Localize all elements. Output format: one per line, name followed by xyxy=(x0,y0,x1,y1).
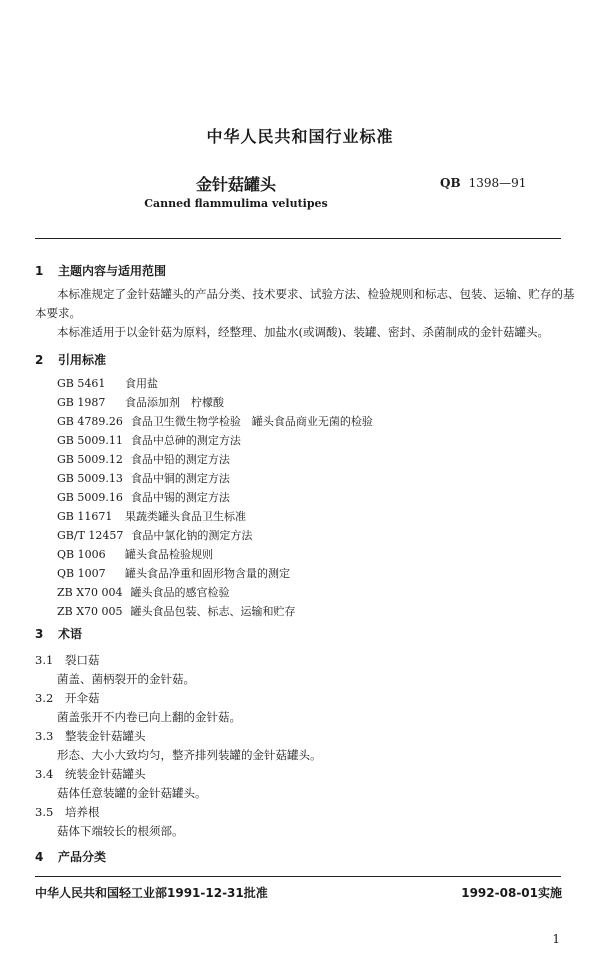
reference-item xyxy=(57,451,230,467)
section-3-heading xyxy=(35,625,82,642)
reference-item xyxy=(57,375,158,391)
term-name: 裂口菇 xyxy=(65,653,100,667)
reference-code: GB 5009.12 xyxy=(57,453,123,466)
term-heading xyxy=(35,804,100,820)
issuer-heading: 中华人民共和国行业标准 xyxy=(206,127,394,146)
term-name: 培养根 xyxy=(65,805,100,819)
term-heading xyxy=(35,652,100,668)
section-title: 产品分类 xyxy=(58,850,107,864)
term-name: 统装金针菇罐头 xyxy=(65,767,146,781)
reference-item xyxy=(57,394,224,410)
term-name: 开伞菇 xyxy=(65,691,100,705)
reference-name: 罐头食品净重和固形物含量的测定 xyxy=(125,567,290,580)
reference-name: 食用盐 xyxy=(125,377,158,390)
section-title: 术语 xyxy=(58,627,83,641)
reference-name: 罐头食品检验规则 xyxy=(125,548,213,561)
effective-date: 1992-08-01实施 xyxy=(461,886,562,900)
standard-code: 1398—91 xyxy=(468,176,527,190)
standard-number xyxy=(440,176,526,190)
section-1-paragraph-2: 本标准适用于以金针菇为原料，经整理、加盐水(或调酸)、装罐、密封、杀菌制成的金针菇罐头。 xyxy=(57,325,549,339)
reference-code: QB 1007 xyxy=(57,567,106,580)
reference-item xyxy=(57,546,213,562)
reference-name: 食品卫生微生物学检验 罐头食品商业无菌的检验 xyxy=(130,415,373,428)
reference-item xyxy=(57,584,230,600)
reference-name: 食品添加剂 柠檬酸 xyxy=(125,396,224,409)
reference-item xyxy=(57,432,241,448)
section-title: 引用标准 xyxy=(58,353,107,367)
reference-code: ZB X70 005 xyxy=(57,605,123,618)
term-definition: 菇体下端较长的根须部。 xyxy=(57,824,184,838)
standard-prefix: QB xyxy=(440,176,461,190)
term-number: 3.1 xyxy=(35,653,54,667)
reference-name: 食品中总砷的测定方法 xyxy=(130,434,241,447)
term-number: 3.3 xyxy=(35,729,54,743)
section-1-heading xyxy=(35,262,166,279)
reference-code: GB 5009.13 xyxy=(57,472,123,485)
reference-item xyxy=(57,470,230,486)
section-number: 1 xyxy=(35,264,44,278)
term-definition: 菇体任意装罐的金针菇罐头。 xyxy=(57,786,207,800)
term-definition: 菌盖张开不内卷已向上翻的金针菇。 xyxy=(57,710,241,724)
section-1-paragraph-1-line-1: 本标准规定了金针菇罐头的产品分类、技术要求、试验方法、检验规则和标志、包装、运输、贮存的基 xyxy=(57,287,575,301)
section-2-heading xyxy=(35,351,106,368)
reference-item xyxy=(57,527,252,543)
reference-code: GB/T 12457 xyxy=(57,529,124,542)
term-number: 3.5 xyxy=(35,805,54,819)
reference-name: 罐头食品包装、标志、运输和贮存 xyxy=(130,605,296,618)
reference-code: ZB X70 004 xyxy=(57,586,123,599)
section-number: 4 xyxy=(35,850,44,864)
section-1-paragraph-1-line-2: 本要求。 xyxy=(35,306,81,320)
term-heading xyxy=(35,728,146,744)
reference-name: 食品中氯化钠的测定方法 xyxy=(131,529,253,542)
reference-item xyxy=(57,565,290,581)
section-4-heading xyxy=(35,848,106,865)
reference-item xyxy=(57,508,246,524)
reference-name: 食品中锡的测定方法 xyxy=(130,491,230,504)
reference-code: GB 5009.11 xyxy=(57,434,123,447)
reference-name: 罐头食品的感官检验 xyxy=(130,586,230,599)
reference-name: 食品中铅的测定方法 xyxy=(130,453,230,466)
approval-statement: 中华人民共和国轻工业部1991-12-31批准 xyxy=(35,886,268,900)
reference-item xyxy=(57,413,373,429)
page-number: 1 xyxy=(552,932,560,946)
section-number: 2 xyxy=(35,353,44,367)
reference-code: GB 5009.16 xyxy=(57,491,123,504)
footer-divider xyxy=(35,876,561,877)
reference-code: GB 11671 xyxy=(57,510,113,523)
term-number: 3.2 xyxy=(35,691,54,705)
reference-name: 果蔬类罐头食品卫生标准 xyxy=(125,510,246,523)
reference-name: 食品中铜的测定方法 xyxy=(130,472,230,485)
term-heading xyxy=(35,766,146,782)
section-number: 3 xyxy=(35,627,44,641)
reference-code: GB 1987 xyxy=(57,396,106,409)
term-definition: 形态、大小大致均匀，整齐排列装罐的金针菇罐头。 xyxy=(57,748,322,762)
term-definition: 菌盖、菌柄裂开的金针菇。 xyxy=(57,672,195,686)
reference-item xyxy=(57,489,230,505)
reference-item xyxy=(57,603,296,619)
reference-code: GB 5461 xyxy=(57,377,106,390)
header-divider xyxy=(35,238,561,239)
reference-code: GB 4789.26 xyxy=(57,415,123,428)
reference-code: QB 1006 xyxy=(57,548,106,561)
section-title: 主题内容与适用范围 xyxy=(58,264,167,278)
term-heading xyxy=(35,690,100,706)
document-title-en: Canned flammulima velutipes xyxy=(144,197,328,210)
document-title-cn: 金针菇罐头 xyxy=(195,175,276,194)
term-name: 整装金针菇罐头 xyxy=(65,729,146,743)
term-number: 3.4 xyxy=(35,767,54,781)
